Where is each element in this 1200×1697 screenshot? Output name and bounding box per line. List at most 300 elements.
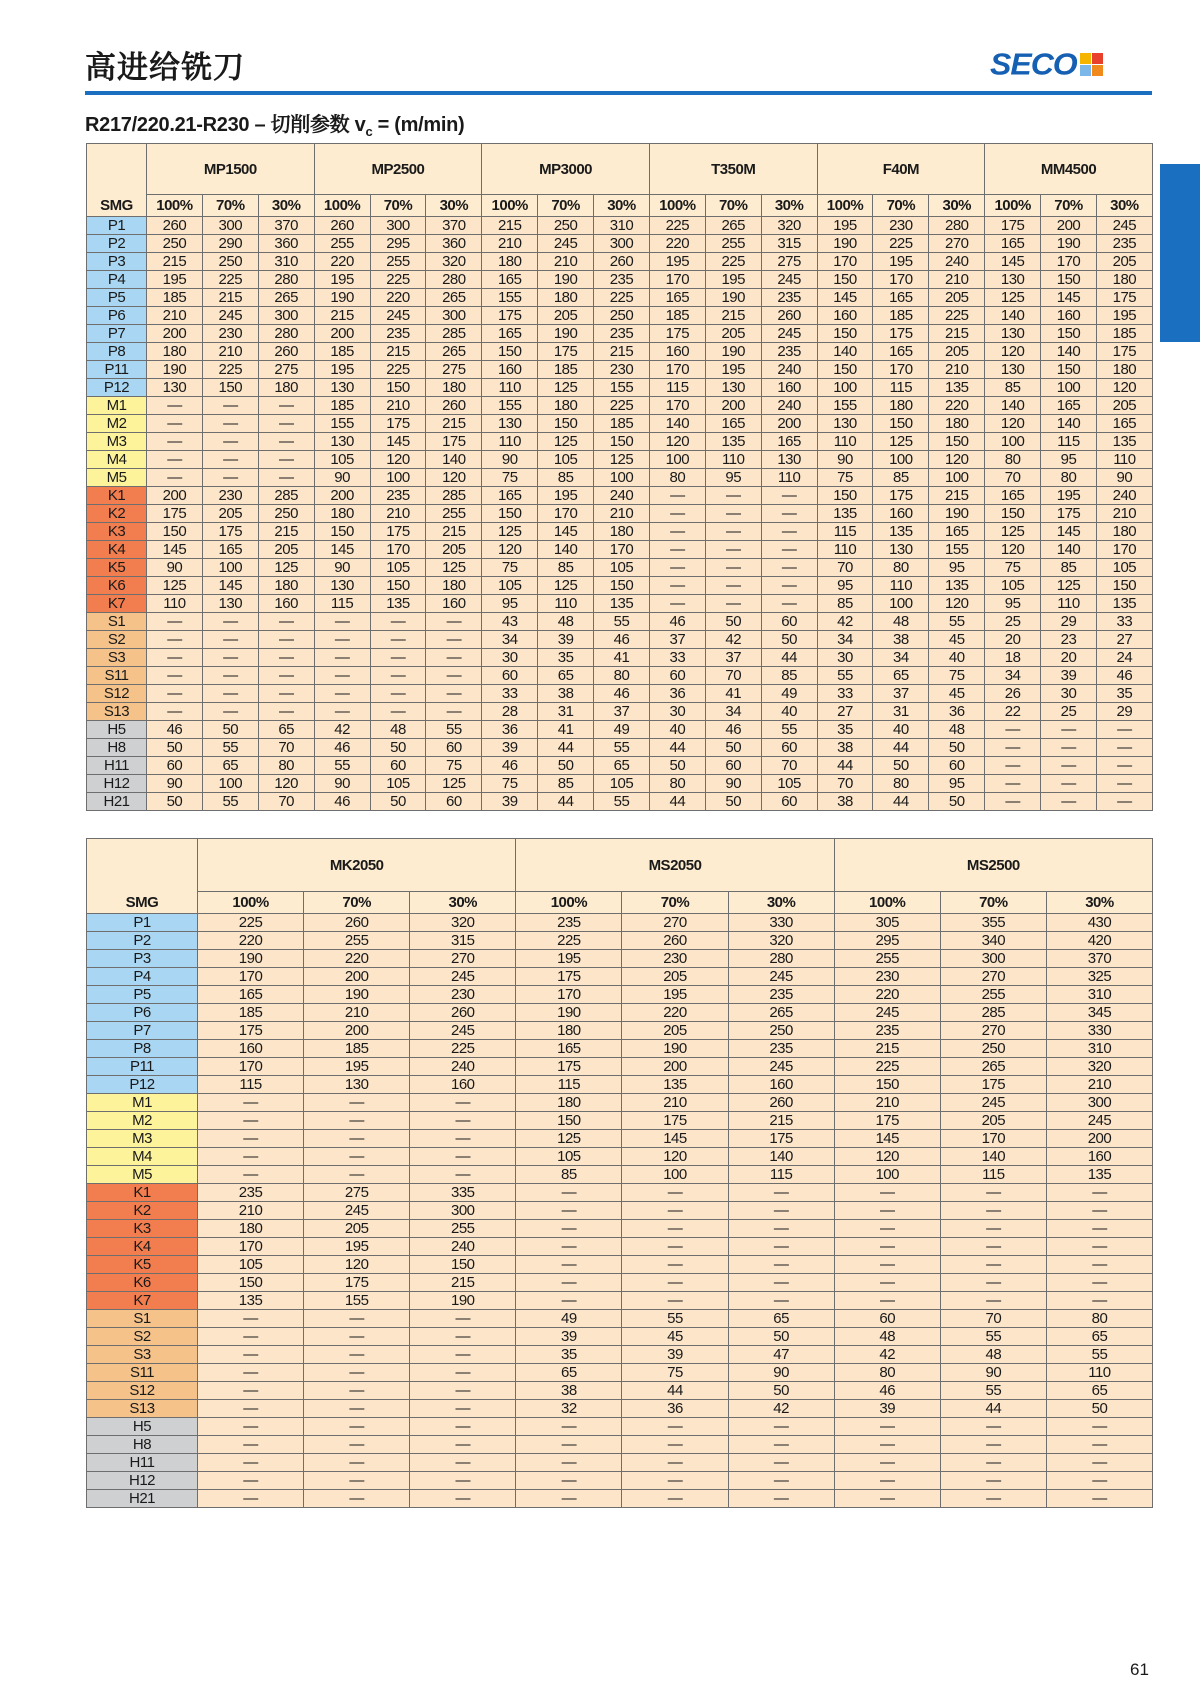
value-cell: 195 — [304, 1058, 410, 1076]
value-cell: 235 — [728, 1040, 834, 1058]
smg-cell: P3 — [87, 950, 198, 968]
table-row — [87, 757, 1153, 775]
value-cell: 150 — [370, 577, 426, 595]
smg-cell: K6 — [87, 577, 147, 595]
smg-cell: K2 — [87, 505, 147, 523]
smg-cell: H8 — [87, 739, 147, 757]
value-cell: 95 — [985, 595, 1041, 613]
percent-header: 100% — [834, 892, 940, 914]
value-cell: — — [705, 487, 761, 505]
value-cell: 48 — [538, 613, 594, 631]
value-cell: 29 — [1041, 613, 1097, 631]
value-cell: 180 — [314, 505, 370, 523]
value-cell: 145 — [147, 541, 203, 559]
value-cell: — — [198, 1382, 304, 1400]
smg-cell: K3 — [87, 523, 147, 541]
table-row — [87, 1454, 1153, 1472]
value-cell: 165 — [705, 415, 761, 433]
smg-cell: K4 — [87, 1238, 198, 1256]
value-cell: 195 — [705, 361, 761, 379]
value-cell: 34 — [482, 631, 538, 649]
value-cell: 260 — [410, 1004, 516, 1022]
value-cell: 240 — [929, 253, 985, 271]
value-cell: — — [202, 415, 258, 433]
value-cell: 125 — [873, 433, 929, 451]
value-cell: 90 — [482, 451, 538, 469]
value-cell: 110 — [817, 433, 873, 451]
value-cell: 195 — [516, 950, 622, 968]
value-cell: 295 — [370, 235, 426, 253]
value-cell: 39 — [516, 1328, 622, 1346]
value-cell: 255 — [370, 253, 426, 271]
value-cell: — — [202, 631, 258, 649]
grade-header: MP2500 — [314, 144, 482, 195]
value-cell: — — [202, 685, 258, 703]
value-cell: 160 — [198, 1040, 304, 1058]
value-cell: 140 — [1041, 343, 1097, 361]
logo-square-1 — [1080, 53, 1091, 64]
value-cell: — — [202, 703, 258, 721]
value-cell: 120 — [622, 1148, 728, 1166]
value-cell: 150 — [1041, 325, 1097, 343]
value-cell: 110 — [1041, 595, 1097, 613]
value-cell: 300 — [594, 235, 650, 253]
value-cell: 65 — [1046, 1328, 1152, 1346]
value-cell: 125 — [538, 379, 594, 397]
value-cell: 50 — [705, 793, 761, 811]
value-cell: 175 — [873, 487, 929, 505]
value-cell: — — [147, 415, 203, 433]
value-cell: 205 — [705, 325, 761, 343]
value-cell: 20 — [985, 631, 1041, 649]
seco-logo — [990, 46, 1103, 83]
value-cell: 340 — [940, 932, 1046, 950]
value-cell: — — [649, 577, 705, 595]
value-cell: 150 — [873, 415, 929, 433]
table-row — [87, 703, 1153, 721]
table-row — [87, 1256, 1153, 1274]
value-cell: 265 — [705, 217, 761, 235]
value-cell: 165 — [929, 523, 985, 541]
value-cell: 105 — [594, 559, 650, 577]
grade-header: T350M — [649, 144, 817, 195]
value-cell: 115 — [940, 1166, 1046, 1184]
value-cell: 42 — [314, 721, 370, 739]
table-row — [87, 1490, 1153, 1508]
value-cell: 155 — [482, 397, 538, 415]
value-cell: 110 — [1046, 1364, 1152, 1382]
value-cell: 260 — [314, 217, 370, 235]
table-row — [87, 415, 1153, 433]
value-cell: — — [304, 1166, 410, 1184]
smg-header: SMG — [87, 839, 198, 914]
value-cell: 195 — [147, 271, 203, 289]
value-cell: 46 — [1096, 667, 1152, 685]
value-cell: 205 — [622, 1022, 728, 1040]
value-cell: — — [314, 667, 370, 685]
smg-cell: P6 — [87, 307, 147, 325]
value-cell: 240 — [761, 397, 817, 415]
value-cell: 370 — [1046, 950, 1152, 968]
value-cell: — — [728, 1436, 834, 1454]
value-cell: 150 — [1041, 271, 1097, 289]
percent-header: 70% — [202, 195, 258, 217]
percent-header: 100% — [482, 195, 538, 217]
value-cell: 150 — [817, 271, 873, 289]
value-cell: 70 — [761, 757, 817, 775]
value-cell: — — [834, 1220, 940, 1238]
value-cell: — — [940, 1490, 1046, 1508]
value-cell: 210 — [1046, 1076, 1152, 1094]
value-cell: 55 — [940, 1382, 1046, 1400]
value-cell: 165 — [873, 289, 929, 307]
value-cell: 25 — [1041, 703, 1097, 721]
value-cell: — — [202, 649, 258, 667]
value-cell: 175 — [940, 1076, 1046, 1094]
value-cell: 305 — [834, 914, 940, 932]
value-cell: 30 — [482, 649, 538, 667]
value-cell: 44 — [873, 793, 929, 811]
value-cell: 180 — [198, 1220, 304, 1238]
value-cell: — — [198, 1328, 304, 1346]
value-cell: 165 — [1096, 415, 1152, 433]
value-cell: 200 — [147, 325, 203, 343]
value-cell: 180 — [873, 397, 929, 415]
value-cell: 115 — [728, 1166, 834, 1184]
value-cell: 185 — [1096, 325, 1152, 343]
value-cell: 100 — [649, 451, 705, 469]
value-cell: 265 — [426, 343, 482, 361]
value-cell: 145 — [370, 433, 426, 451]
value-cell: 140 — [985, 307, 1041, 325]
value-cell: 70 — [985, 469, 1041, 487]
value-cell: 210 — [370, 397, 426, 415]
value-cell: — — [622, 1436, 728, 1454]
table-row — [87, 1166, 1153, 1184]
value-cell: — — [258, 415, 314, 433]
percent-header: 30% — [258, 195, 314, 217]
table-row — [87, 1112, 1153, 1130]
table-row — [87, 1022, 1153, 1040]
value-cell: — — [410, 1472, 516, 1490]
value-cell: 245 — [1046, 1112, 1152, 1130]
value-cell: 120 — [985, 415, 1041, 433]
value-cell: 225 — [198, 914, 304, 932]
value-cell: — — [516, 1418, 622, 1436]
value-cell: 140 — [538, 541, 594, 559]
value-cell: — — [761, 595, 817, 613]
value-cell: 170 — [198, 1238, 304, 1256]
value-cell: 210 — [304, 1004, 410, 1022]
value-cell: 120 — [985, 541, 1041, 559]
value-cell: 195 — [314, 271, 370, 289]
value-cell: 235 — [198, 1184, 304, 1202]
table-row — [87, 1058, 1153, 1076]
value-cell: 180 — [516, 1022, 622, 1040]
value-cell: 110 — [873, 577, 929, 595]
value-cell: 170 — [649, 271, 705, 289]
value-cell: 215 — [426, 523, 482, 541]
value-cell: 175 — [370, 415, 426, 433]
value-cell: 115 — [516, 1076, 622, 1094]
table-row — [87, 1220, 1153, 1238]
value-cell: — — [516, 1220, 622, 1238]
subtitle-main: R217/220.21-R230 – 切削参数 v — [85, 114, 366, 136]
value-cell: — — [761, 577, 817, 595]
value-cell: 100 — [1041, 379, 1097, 397]
value-cell: 310 — [1046, 1040, 1152, 1058]
value-cell: 175 — [370, 523, 426, 541]
value-cell: 260 — [258, 343, 314, 361]
value-cell: 105 — [761, 775, 817, 793]
grade-header-row — [87, 839, 1153, 892]
value-cell: 300 — [410, 1202, 516, 1220]
value-cell: 170 — [370, 541, 426, 559]
page-title: 高进给铣刀 — [85, 50, 245, 86]
value-cell: 90 — [147, 559, 203, 577]
table-row — [87, 721, 1153, 739]
value-cell: 75 — [482, 469, 538, 487]
value-cell: 50 — [370, 739, 426, 757]
value-cell: — — [410, 1112, 516, 1130]
value-cell: 160 — [649, 343, 705, 361]
table-row — [87, 1346, 1153, 1364]
value-cell: 170 — [538, 505, 594, 523]
value-cell: 130 — [314, 379, 370, 397]
value-cell: 110 — [705, 451, 761, 469]
value-cell: 200 — [1046, 1130, 1152, 1148]
value-cell: 215 — [834, 1040, 940, 1058]
value-cell: 150 — [538, 415, 594, 433]
value-cell: — — [985, 793, 1041, 811]
value-cell: 245 — [940, 1094, 1046, 1112]
value-cell: 245 — [728, 968, 834, 986]
value-cell: — — [202, 433, 258, 451]
value-cell: 50 — [705, 739, 761, 757]
value-cell: 220 — [622, 1004, 728, 1022]
value-cell: — — [728, 1490, 834, 1508]
value-cell: 160 — [426, 595, 482, 613]
value-cell: 41 — [705, 685, 761, 703]
value-cell: 90 — [1096, 469, 1152, 487]
value-cell: — — [622, 1418, 728, 1436]
value-cell: 48 — [834, 1328, 940, 1346]
table-row — [87, 325, 1153, 343]
value-cell: — — [649, 559, 705, 577]
value-cell: — — [705, 523, 761, 541]
value-cell: 23 — [1041, 631, 1097, 649]
value-cell: — — [834, 1418, 940, 1436]
value-cell: — — [198, 1148, 304, 1166]
value-cell: 140 — [728, 1148, 834, 1166]
value-cell: 260 — [304, 914, 410, 932]
subtitle-tail: = (m/min) — [372, 114, 465, 136]
value-cell: 145 — [622, 1130, 728, 1148]
value-cell: 105 — [314, 451, 370, 469]
value-cell: — — [314, 613, 370, 631]
value-cell: 18 — [985, 649, 1041, 667]
value-cell: — — [370, 685, 426, 703]
value-cell: 265 — [940, 1058, 1046, 1076]
value-cell: 260 — [728, 1094, 834, 1112]
value-cell: 205 — [202, 505, 258, 523]
value-cell: 60 — [426, 739, 482, 757]
value-cell: — — [516, 1202, 622, 1220]
value-cell: — — [198, 1346, 304, 1364]
value-cell: 46 — [705, 721, 761, 739]
value-cell: 335 — [410, 1184, 516, 1202]
value-cell: — — [202, 469, 258, 487]
value-cell: 175 — [516, 968, 622, 986]
value-cell: 39 — [482, 739, 538, 757]
value-cell: 100 — [985, 433, 1041, 451]
value-cell: 150 — [1041, 361, 1097, 379]
value-cell: 140 — [649, 415, 705, 433]
value-cell: 160 — [761, 379, 817, 397]
value-cell: 115 — [817, 523, 873, 541]
value-cell: 145 — [817, 289, 873, 307]
value-cell: — — [940, 1256, 1046, 1274]
value-cell: 39 — [482, 793, 538, 811]
value-cell: 44 — [761, 649, 817, 667]
value-cell: 115 — [314, 595, 370, 613]
value-cell: 39 — [1041, 667, 1097, 685]
value-cell: 50 — [929, 793, 985, 811]
value-cell: 205 — [258, 541, 314, 559]
value-cell: — — [147, 433, 203, 451]
value-cell: — — [198, 1454, 304, 1472]
value-cell: 110 — [817, 541, 873, 559]
smg-cell: S2 — [87, 631, 147, 649]
value-cell: 60 — [426, 793, 482, 811]
value-cell: 130 — [873, 541, 929, 559]
value-cell: 205 — [304, 1220, 410, 1238]
value-cell: 120 — [834, 1148, 940, 1166]
value-cell: 225 — [370, 361, 426, 379]
value-cell: — — [1096, 721, 1152, 739]
smg-cell: K1 — [87, 487, 147, 505]
value-cell: 135 — [929, 577, 985, 595]
value-cell: 265 — [728, 1004, 834, 1022]
value-cell: 145 — [202, 577, 258, 595]
value-cell: 115 — [873, 379, 929, 397]
value-cell: 85 — [538, 559, 594, 577]
value-cell: — — [649, 595, 705, 613]
value-cell: 155 — [482, 289, 538, 307]
value-cell: — — [202, 667, 258, 685]
value-cell: 95 — [1041, 451, 1097, 469]
value-cell: 125 — [985, 289, 1041, 307]
value-cell: 200 — [314, 325, 370, 343]
value-cell: — — [410, 1400, 516, 1418]
table-row — [87, 1202, 1153, 1220]
smg-cell: P4 — [87, 968, 198, 986]
value-cell: 28 — [482, 703, 538, 721]
value-cell: 150 — [370, 379, 426, 397]
value-cell: 48 — [370, 721, 426, 739]
value-cell: — — [622, 1202, 728, 1220]
value-cell: — — [304, 1346, 410, 1364]
value-cell: 100 — [929, 469, 985, 487]
value-cell: 80 — [985, 451, 1041, 469]
percent-header: 100% — [516, 892, 622, 914]
value-cell: — — [1046, 1184, 1152, 1202]
value-cell: 125 — [426, 775, 482, 793]
value-cell: 46 — [649, 613, 705, 631]
percent-header: 70% — [1041, 195, 1097, 217]
value-cell: 225 — [370, 271, 426, 289]
smg-cell: S3 — [87, 1346, 198, 1364]
value-cell: 165 — [985, 487, 1041, 505]
value-cell: 150 — [482, 343, 538, 361]
value-cell: 22 — [985, 703, 1041, 721]
value-cell: 140 — [985, 397, 1041, 415]
smg-cell: H5 — [87, 721, 147, 739]
value-cell: — — [304, 1364, 410, 1382]
value-cell: 135 — [198, 1292, 304, 1310]
value-cell: — — [304, 1382, 410, 1400]
value-cell: 250 — [728, 1022, 834, 1040]
percent-header: 100% — [147, 195, 203, 217]
value-cell: 55 — [1046, 1346, 1152, 1364]
value-cell: — — [314, 649, 370, 667]
percent-header: 30% — [1046, 892, 1152, 914]
value-cell: 270 — [410, 950, 516, 968]
value-cell: 42 — [817, 613, 873, 631]
value-cell: 185 — [314, 343, 370, 361]
value-cell: 38 — [817, 739, 873, 757]
value-cell: 210 — [147, 307, 203, 325]
value-cell: 60 — [761, 613, 817, 631]
value-cell: 220 — [834, 986, 940, 1004]
table-row — [87, 685, 1153, 703]
value-cell: 25 — [985, 613, 1041, 631]
value-cell: 160 — [1041, 307, 1097, 325]
value-cell: 46 — [314, 793, 370, 811]
value-cell: 300 — [940, 950, 1046, 968]
value-cell: — — [258, 703, 314, 721]
percent-header: 100% — [649, 195, 705, 217]
value-cell: 195 — [538, 487, 594, 505]
value-cell: 205 — [1096, 397, 1152, 415]
value-cell: 325 — [1046, 968, 1152, 986]
value-cell: — — [516, 1274, 622, 1292]
value-cell: 150 — [147, 523, 203, 541]
value-cell: — — [314, 685, 370, 703]
value-cell: — — [198, 1166, 304, 1184]
value-cell: 210 — [370, 505, 426, 523]
value-cell: 310 — [594, 217, 650, 235]
value-cell: 210 — [538, 253, 594, 271]
smg-cell: H21 — [87, 793, 147, 811]
value-cell: 165 — [482, 325, 538, 343]
smg-cell: P8 — [87, 1040, 198, 1058]
value-cell: — — [198, 1310, 304, 1328]
smg-cell: S2 — [87, 1328, 198, 1346]
value-cell: 125 — [516, 1130, 622, 1148]
value-cell: — — [304, 1094, 410, 1112]
value-cell: 38 — [516, 1382, 622, 1400]
value-cell: 255 — [314, 235, 370, 253]
value-cell: 37 — [649, 631, 705, 649]
value-cell: 190 — [929, 505, 985, 523]
value-cell: 235 — [761, 343, 817, 361]
value-cell: 220 — [929, 397, 985, 415]
table-row — [87, 914, 1153, 932]
value-cell: 45 — [929, 631, 985, 649]
smg-cell: P11 — [87, 1058, 198, 1076]
value-cell: 235 — [370, 487, 426, 505]
